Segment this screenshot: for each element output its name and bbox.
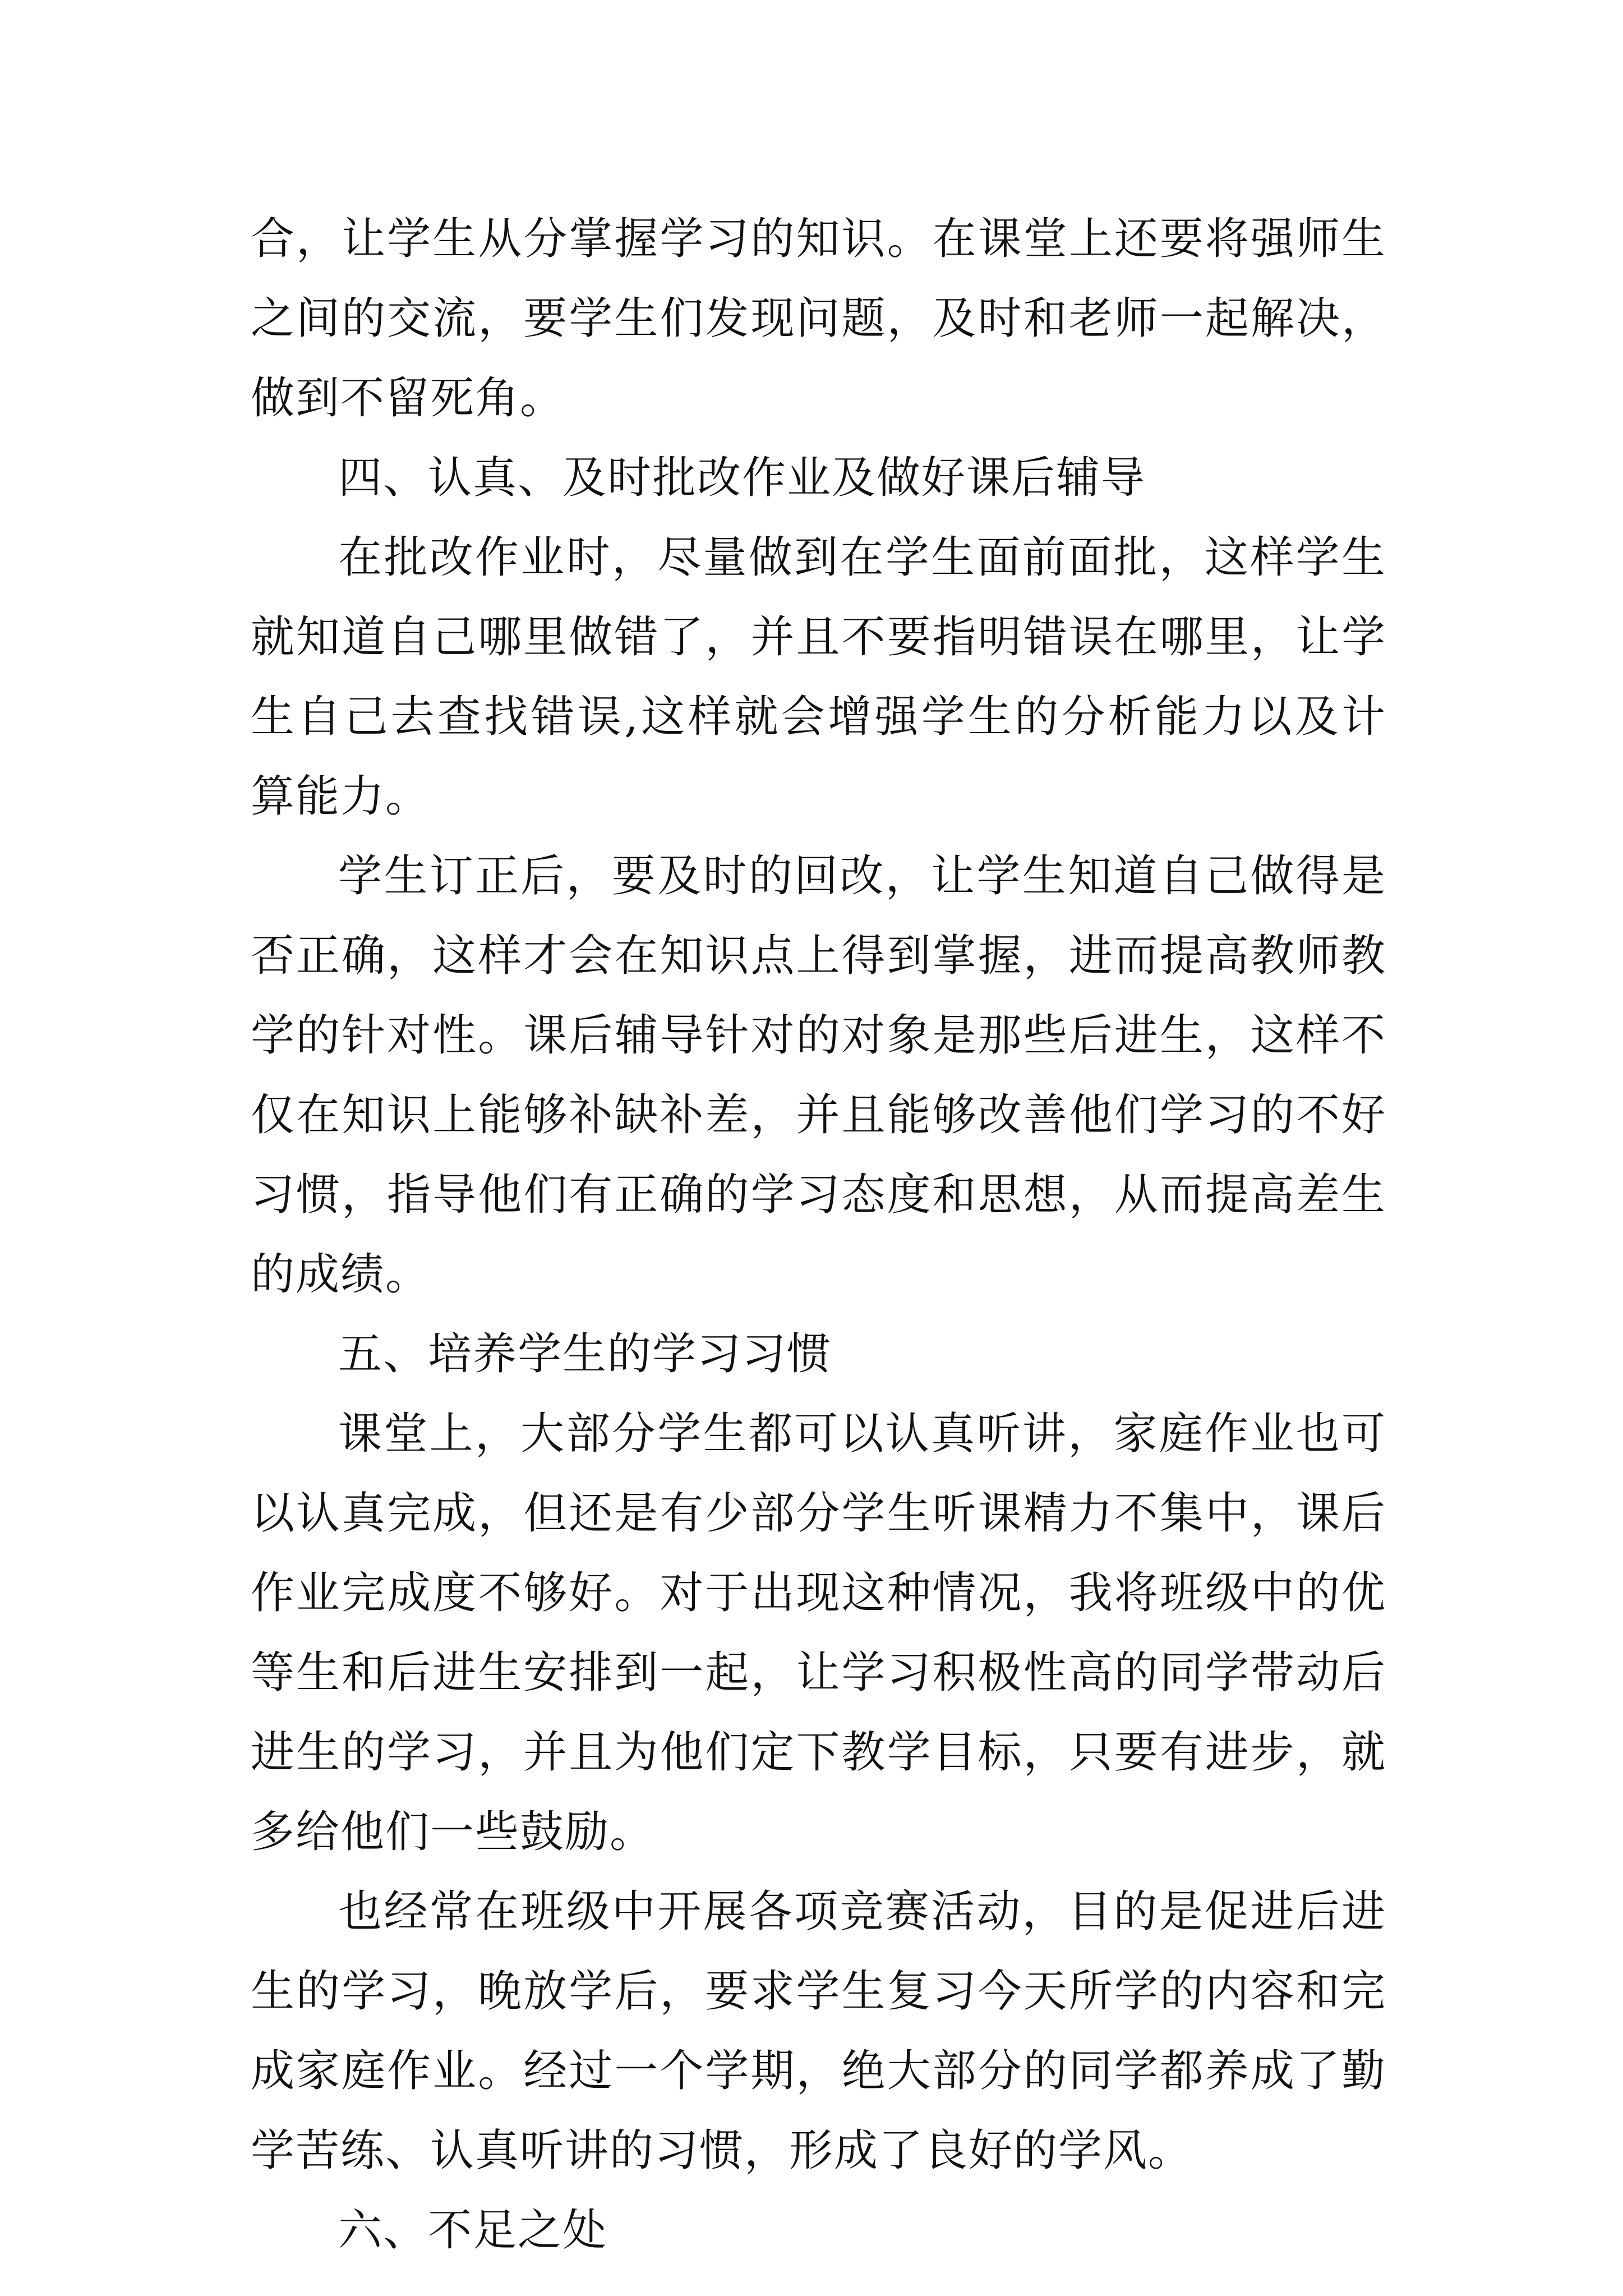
- paragraph-grading: 在批改作业时，尽量做到在学生面前面批，这样学生就知道自己哪里做错了，并且不要指明错误在哪里，让学生自己去查找错误,这样就会增强学生的分析能力以及计算能力。: [251, 532, 1386, 822]
- section-heading-five: 五、培养学生的学习习惯: [338, 1329, 832, 1379]
- paragraph-competition: 也经常在班级中开展各项竞赛活动，目的是促进后进生的学习，晚放学后，要求学生复习今天所学的内容和完成家庭作业。经过一个学期，绝大部分的同学都养成了勤学苦练、认真听讲的习惯，形成了良好的学风。: [251, 1887, 1386, 2176]
- section-heading-six: 六、不足之处: [338, 2205, 608, 2256]
- paragraph-correction: 学生订正后，要及时的回改，让学生知道自己做得是否正确，这样才会在知识点上得到掌握，进而提高教师教学的针对性。课后辅导针对的对象是那些后进生，这样不仅在知识上能够补缺补差，并且能够改善他们学习的不好习惯，指导他们有正确的学习态度和思想，从而提高差生的成绩。: [251, 851, 1386, 1300]
- paragraph-classroom: 课堂上，大部分学生都可以认真听讲，家庭作业也可以认真完成，但还是有少部分学生听课精力不集中，课后作业完成度不够好。对于出现这种情况，我将班级中的优等生和后进生安排到一起，让学习积极性高的同学带动后进生的学习，并且为他们定下教学目标，只要有进步，就多给他们一些鼓励。: [251, 1409, 1386, 1857]
- document-body: [251, 199, 1386, 2270]
- paragraph-continuation: 合，让学生从分掌握学习的知识。在课堂上还要将强师生之间的交流，要学生们发现问题，及时和老师一起解决，做到不留死角。: [251, 214, 1386, 424]
- section-heading-four: 四、认真、及时批改作业及做好课后辅导: [338, 453, 1146, 503]
